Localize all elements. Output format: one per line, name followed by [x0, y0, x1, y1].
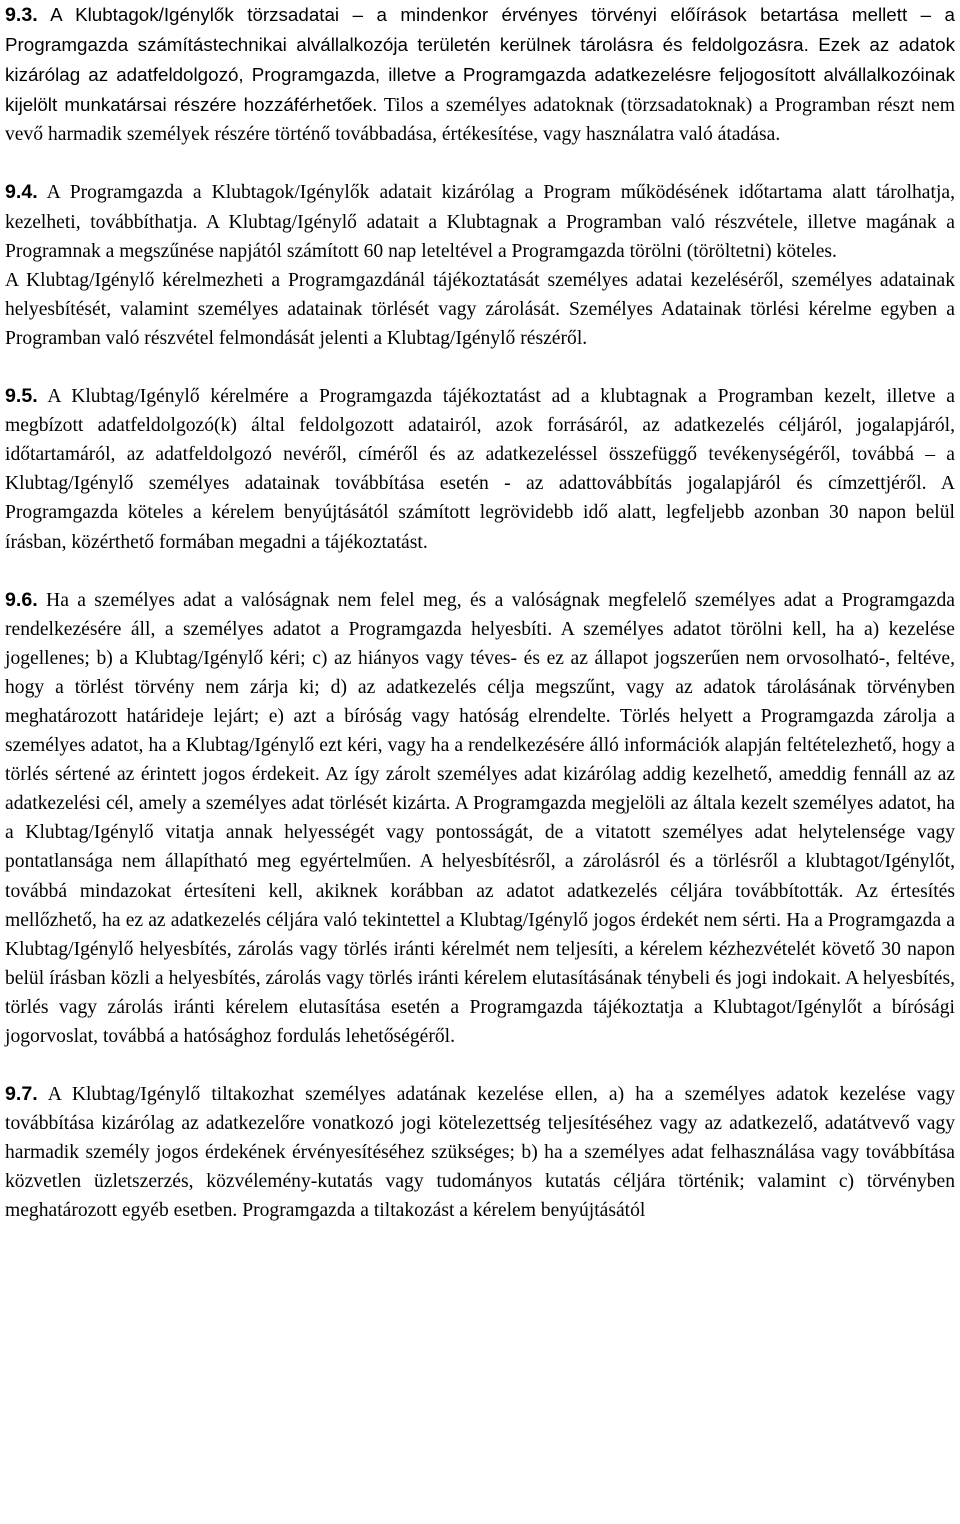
section-text: A Klubtag/Igénylő tiltakozhat személyes adatának kezelése ellen, a) ha a személyes adatok kezelése vagy továbbítása kizárólag az adatkezelőre vonatkozó jogi kötelezettség teljesítéséhez vagy az adatkezelő, adatátvevő vagy harmadik személy jogos érdekének érvényesítéséhez szükséges; b) ha a személyes adat felhasználása vagy továbbítása közvetlen üzletszerzés, közvélemény-kutatás vagy tudományos kutatás céljára történik; valamint c) törvényben meghatározott egyéb esetben. Programgazda a tiltakozást a kérelem benyújtásától [5, 1084, 955, 1222]
section-text: A Klubtag/Igénylő kérelmére a Programgazda tájékoztatást ad a klubtagnak a Programban kezelt, illetve a megbízott adatfeldolgozó(k) által feldolgozott adatairól, azok forrásáról, az adatkezelés céljáról, jogalapjáról, időtartamáról, az adatfeldolgozó nevéről, címéről és az adatkezeléssel összefüggő tevékenységéről, továbbá – a Klubtag/Igénylő személyes adatainak továbbítása esetén - az adattovábbítás jogalapjáról és címzettjéről. A Programgazda köteles a kérelem benyújtásától számított legrövidebb idő alatt, legfeljebb azonban 30 napon belül írásban, közérthető formában megadni a tájékoztatást. [5, 386, 955, 553]
section-number: 9.7. [5, 1083, 38, 1106]
section-paragraph: A Klubtag/Igénylő kérelmezheti a Programgazdánál tájékoztatását személyes adatai kezeléséről, személyes adatainak helyesbítését, valamint személyes adatainak törlését vagy zárolását. Személyes Adatainak törlési kérelme egyben a Programban való részvétel felmondását jelenti a Klubtag/Igénylő részéről. [5, 269, 955, 349]
section-number: 9.3. [5, 4, 38, 26]
section-9-5 [5, 382, 955, 557]
section-text: A Klubtagok/Igénylők törzsadatai – a mindenkor érvényes törvényi előírások betartása mellett – a Programgazda számítástechnikai alvállalkozója területén kerülnek tárolásra és feldolgozásra. Ezek az adatok kizárólag az adatfeldolgozó, Programgazda, illetve a Programgazda adatkezelésre feljogosított alvállalkozóinak kijelölt munkatársai részére hozzáférhetőek. [5, 4, 955, 116]
section-number: 9.5. [5, 385, 38, 408]
section-9-4 [5, 178, 955, 353]
section-9-6 [5, 586, 955, 1052]
document-page [5, 0, 955, 1226]
section-9-7 [5, 1080, 955, 1225]
section-text: Ha a személyes adat a valóságnak nem felel meg, és a valóságnak megfelelő személyes adat a Programgazda rendelkezésére áll, a személyes adatot a Programgazda helyesbíti. A személyes adatot törölni kell, ha a) kezelése jogellenes; b) a Klubtag/Igénylő kéri; c) az hiányos vagy téves- és ez az állapot jogszerűen nem orvosolható-, feltéve, hogy a törlést törvény nem zárja ki; d) az adatkezelés célja megszűnt, vagy az adatok tárolásának törvényben meghatározott határideje lejárt; e) azt a bíróság vagy hatóság elrendelte. Törlés helyett a Programgazda zárolja a személyes adatot, ha a Klubtag/Igénylő ezt kéri, vagy ha a rendelkezésére álló információk alapján feltételezhető, hogy a törlés sértené az érintett jogos érdekeit. Az így zárolt személyes adat kizárólag addig kezelhető, ameddig fennáll az az adatkezelési cél, amely a személyes adat törlését kizárta. A Programgazda megjelöli az általa kezelt személyes adatot, ha a Klubtag/Igénylő vitatja annak helyességét vagy pontosságát, de a vitatott személyes adat helytelensége vagy pontatlansága nem állapítható meg egyértelműen. A helyesbítésről, a zárolásról és a törlésről a klubtagot/Igénylőt, továbbá mindazokat értesíteni kell, akiknek korábban az adatot adatkezelés céljára továbbították. Az értesítés mellőzhető, ha ez az adatkezelés céljára való tekintettel a Klubtag/Igénylő jogos érdekét nem sérti. Ha a Programgazda a Klubtag/Igénylő helyesbítés, zárolás vagy törlés iránti kérelmét nem teljesíti, a kérelem kézhezvételét követő 30 napon belül írásban közli a helyesbítés, zárolás vagy törlés iránti kérelem elutasításának ténybeli és jogi indokait. A helyesbítés, törlés vagy zárolás iránti kérelem elutasítása esetén a Programgazda tájékoztatja a Klubtagot/Igénylőt a bírósági jogorvoslat, továbbá a hatósághoz fordulás lehetőségéről. [5, 589, 955, 1047]
section-9-3 [5, 0, 955, 149]
section-text: A Programgazda a Klubtagok/Igénylők adatait kizárólag a Program működésének időtartama alatt tárolhatja, kezelheti, továbbíthatja. A Klubtag/Igénylő adatait a Klubtagnak a Programban való részvétele, illetve magának a Programnak a megszűnése napjától számított 60 nap leteltével a Programgazda törölni (töröltetni) köteles. [5, 182, 955, 262]
section-text: Tilos a személyes adatoknak (törzsadatoknak) a Programban részt nem vevő harmadik személyek részére történő továbbadása, értékesítése, vagy használatra való átadása. [5, 95, 955, 146]
section-number: 9.4. [5, 181, 38, 204]
section-number: 9.6. [5, 588, 38, 611]
